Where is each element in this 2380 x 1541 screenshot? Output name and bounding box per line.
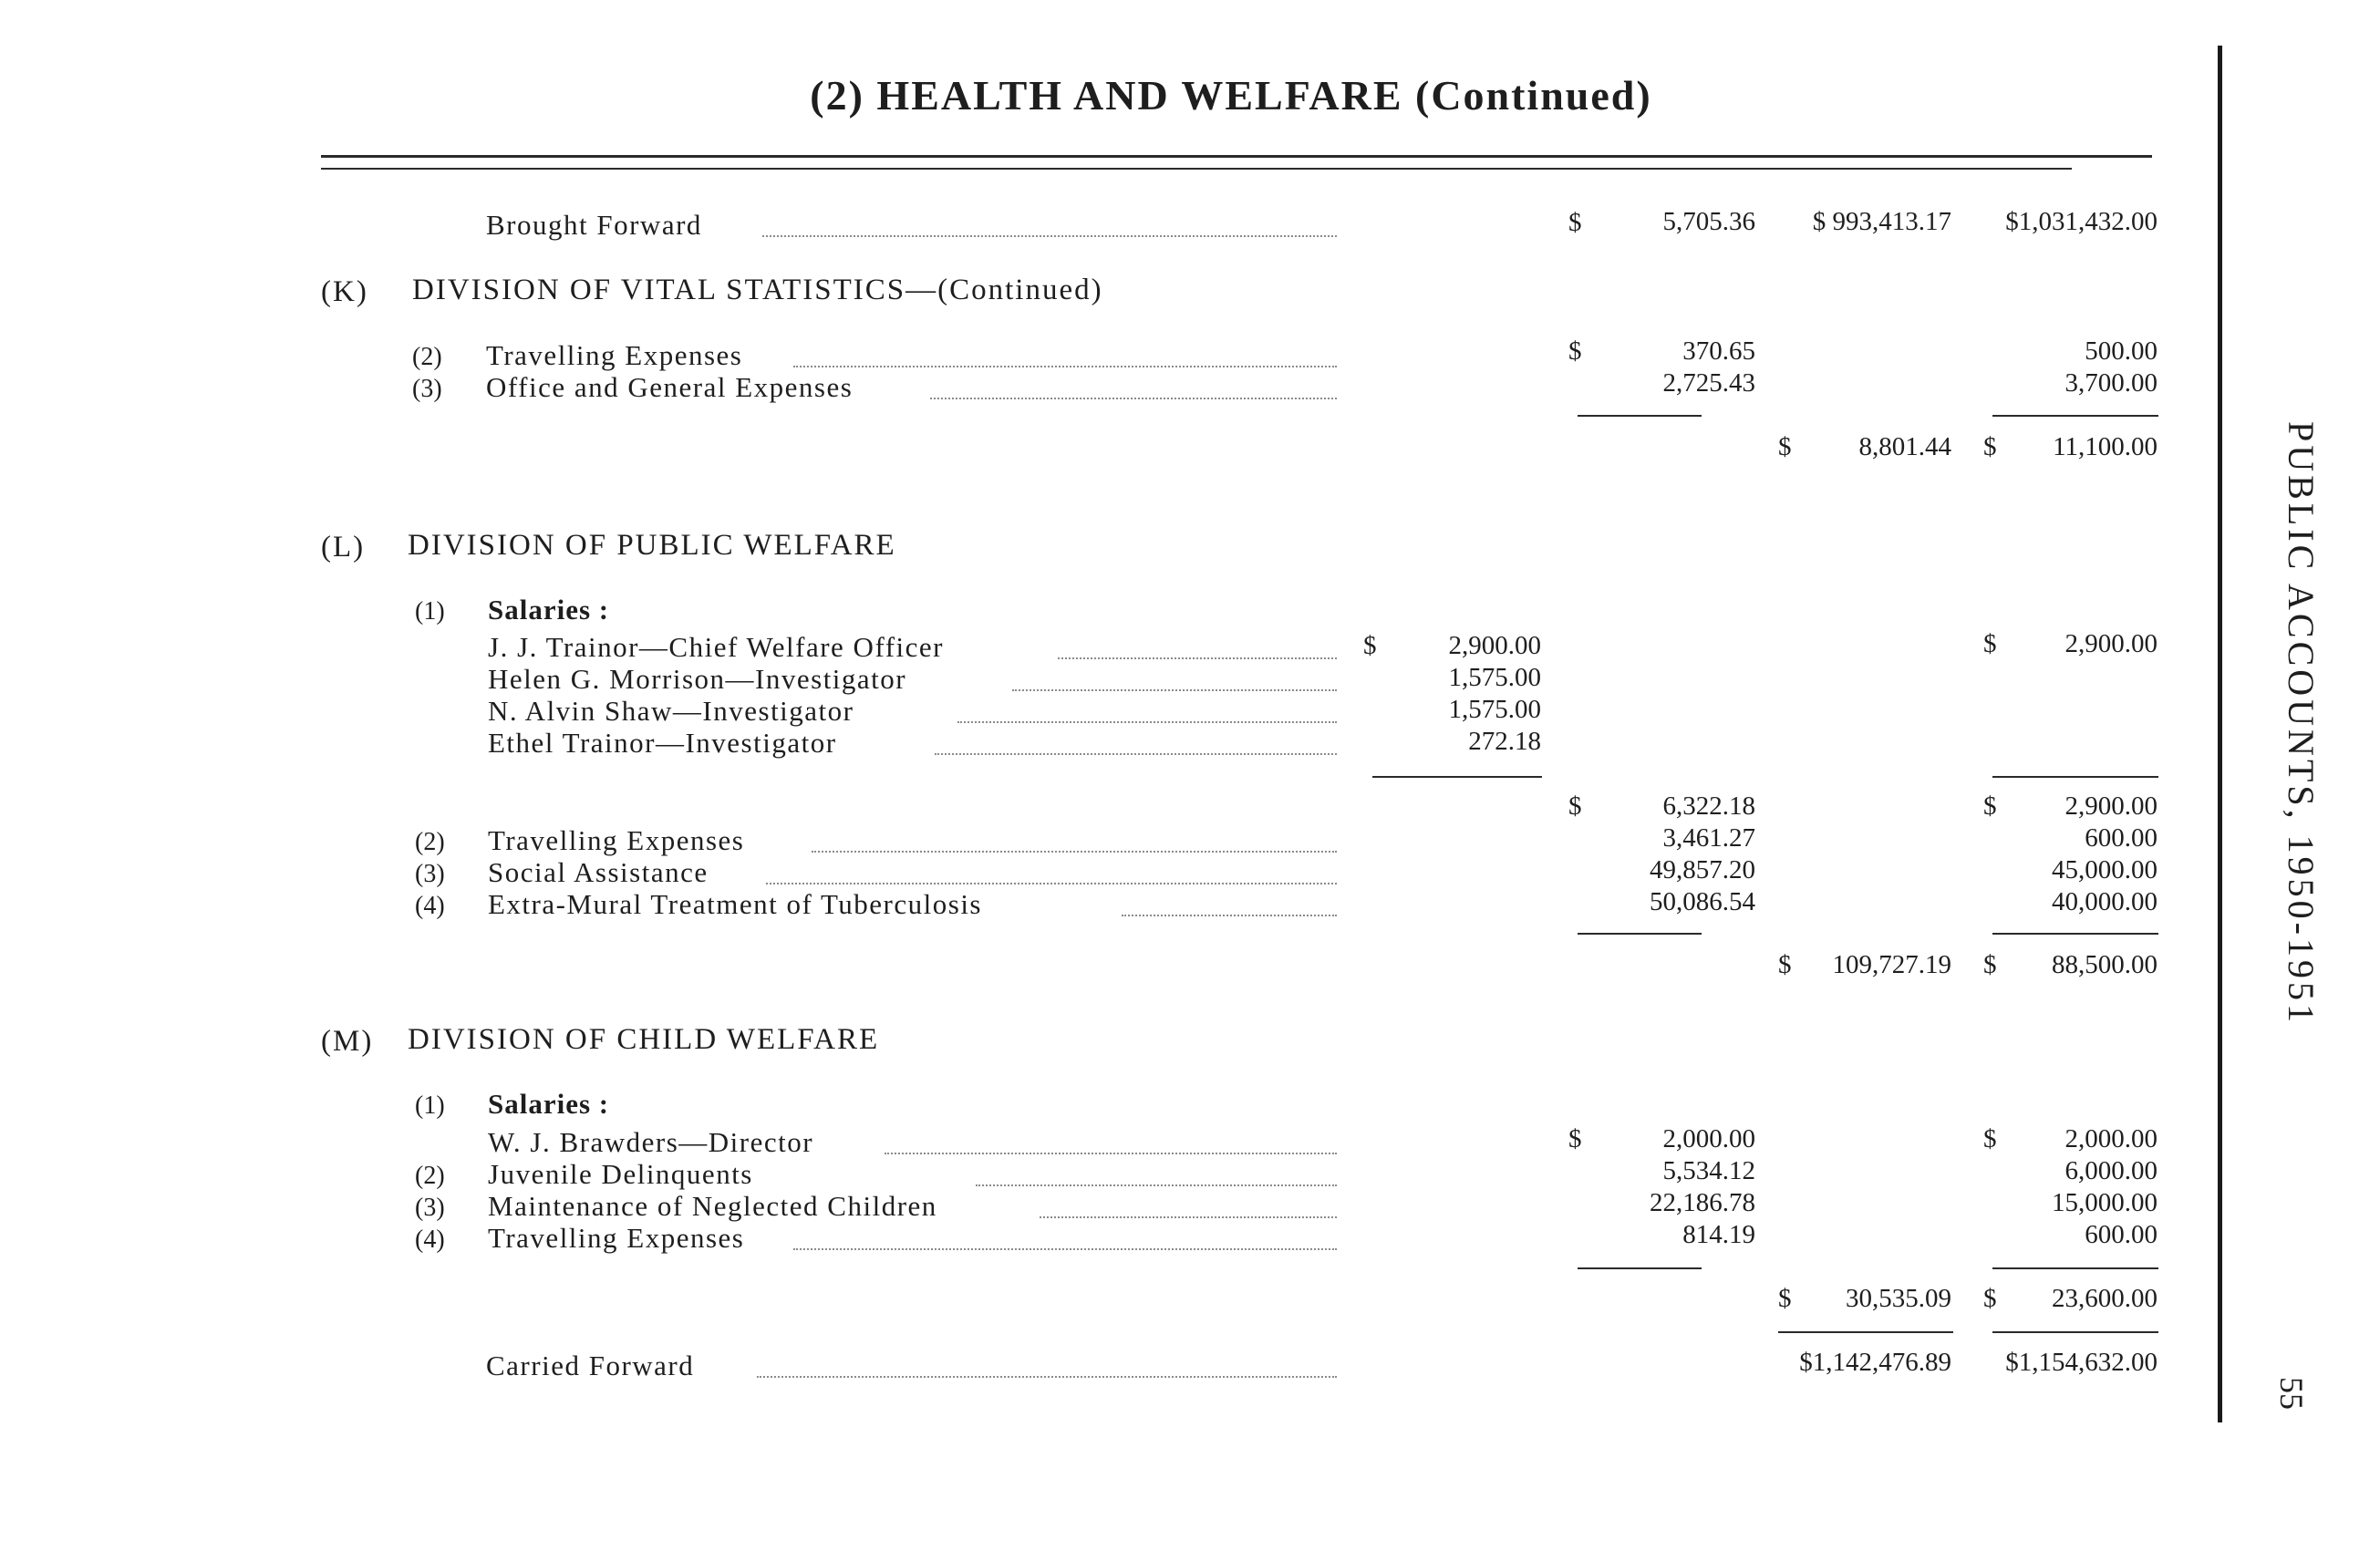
leader-dots [930,398,1337,399]
section-l-item-num: (4) [415,892,445,920]
section-l-title: DIVISION OF PUBLIC WELFARE [408,529,896,562]
salary-line-label: Ethel Trainor—Investigator [488,727,837,759]
salaries-total-col5: 2,900.00 [2064,791,2158,821]
header-rule-top [321,155,2152,158]
leader-dots [1058,657,1337,659]
dollar-sign: $ [1568,336,1582,366]
section-m-item-num: (2) [415,1162,445,1190]
section-k-item-col5: 500.00 [2085,336,2158,366]
subtotal-rule [1992,415,2158,417]
section-k-item-num: (2) [412,343,442,371]
salaries-num: (1) [415,597,445,626]
page-title: (2) HEALTH AND WELFARE (Continued) [810,72,1652,119]
salaries-num: (1) [415,1091,445,1120]
dollar-sign: $ [1983,629,1997,658]
subtotal-rule [1578,1267,1702,1269]
section-l-total-col5: 88,500.00 [2052,950,2158,979]
section-k-item-num: (3) [412,375,442,403]
section-l-item-col5: 40,000.00 [2052,887,2158,916]
section-m-item-col5: 15,000.00 [2052,1188,2158,1217]
section-m-item-col3: 814.19 [1682,1220,1755,1249]
leader-dots [793,1248,1337,1250]
salaries-total-col3: 6,322.18 [1662,791,1755,821]
section-l-total-col4: 109,727.19 [1832,950,1951,979]
section-l-letter: (L) [321,531,366,564]
dollar-sign: $ [1983,791,1997,821]
leader-dots [812,851,1337,853]
dollar-sign: $ [1568,1124,1582,1153]
brought-forward-col5: $1,031,432.00 [2005,207,2158,236]
dollar-sign: $ [1983,432,1997,461]
section-m-item-num: (3) [415,1194,445,1222]
leader-dots [757,1376,1337,1378]
leader-dots [762,235,1337,237]
leader-dots [976,1184,1337,1186]
carried-forward-col5: $1,154,632.00 [2005,1348,2158,1377]
section-l-item-col5: 45,000.00 [2052,855,2158,884]
salary-line-col5: 2,900.00 [2064,629,2158,658]
section-m-item-col3: 22,186.78 [1650,1188,1755,1217]
section-k-total-col4: 8,801.44 [1858,432,1951,461]
section-m-item-col5: 6,000.00 [2064,1156,2158,1185]
dollar-sign: $ [1778,950,1792,979]
section-k-letter: (K) [321,275,368,308]
salary-line-label: J. J. Trainor—Chief Welfare Officer [488,631,944,663]
section-l-item-col3: 3,461.27 [1662,823,1755,853]
carried-forward-col4: $1,142,476.89 [1799,1348,1951,1377]
dollar-sign: $ [1983,1124,1997,1153]
section-m-total-col4: 30,535.09 [1846,1284,1951,1313]
dollar-sign: $ [1778,1284,1792,1313]
page-number: 55 [2273,1377,2310,1410]
section-m-item-col5: 600.00 [2085,1220,2158,1249]
section-m-item-label: Maintenance of Neglected Children [488,1190,937,1222]
salary-line-col2: 1,575.00 [1448,695,1541,724]
subtotal-rule [1578,933,1702,935]
leader-dots [766,883,1337,884]
dollar-sign: $ [1363,631,1377,660]
section-l-item-col5: 600.00 [2085,823,2158,853]
subtotal-rule [1992,1267,2158,1269]
section-k-item-col3: 2,725.43 [1662,368,1755,398]
salary-line-col2: 272.18 [1468,727,1541,756]
section-l-item-label: Social Assistance [488,856,709,888]
section-l-item-num: (2) [415,828,445,856]
brought-forward-col3: 5,705.36 [1662,207,1755,236]
leader-dots [935,753,1337,755]
leader-dots [1122,915,1337,916]
section-m-item-label: Juvenile Delinquents [488,1158,753,1190]
section-m-letter: (M) [321,1025,374,1058]
salary-line-col2: 1,575.00 [1448,663,1541,692]
section-m-item-col3: 5,534.12 [1662,1156,1755,1185]
section-k-item-label: Office and General Expenses [486,371,854,403]
header-rule-bottom [321,168,2072,170]
section-m-item-label: Travelling Expenses [488,1222,745,1254]
subtotal-rule [1372,776,1542,778]
leader-dots [793,366,1337,367]
subtotal-rule [1578,415,1702,417]
section-l-item-num: (3) [415,860,445,888]
dollar-sign: $ [1778,432,1792,461]
salaries-heading: Salaries : [488,594,610,626]
section-k-item-col5: 3,700.00 [2064,368,2158,398]
dollar-sign: $ [1983,950,1997,979]
section-k-item-col3: 370.65 [1682,336,1755,366]
section-k-item-label: Travelling Expenses [486,339,743,371]
brought-forward-col4: $ 993,413.17 [1812,207,1951,236]
subtotal-rule [1992,933,2158,935]
section-l-item-label: Travelling Expenses [488,824,745,856]
section-m-item-col3: 2,000.00 [1662,1124,1755,1153]
leader-dots [885,1153,1337,1154]
section-m-title: DIVISION OF CHILD WELFARE [408,1023,880,1056]
salary-line-label: Helen G. Morrison—Investigator [488,663,907,695]
side-running-head: PUBLIC ACCOUNTS, 1950-1951 [2281,421,2322,1026]
carried-forward-label: Carried Forward [486,1350,695,1381]
subtotal-rule [1992,776,2158,778]
brought-forward-label: Brought Forward [486,209,702,241]
salary-line-col2: 2,900.00 [1448,631,1541,660]
margin-rule [2218,46,2222,1422]
salary-line-label: N. Alvin Shaw—Investigator [488,695,854,727]
total-rule [1992,1331,2158,1333]
section-l-item-col3: 49,857.20 [1650,855,1755,884]
section-k-title: DIVISION OF VITAL STATISTICS—(Continued) [412,274,1103,306]
total-rule [1778,1331,1953,1333]
section-m-total-col5: 23,600.00 [2052,1284,2158,1313]
section-m-item-col5: 2,000.00 [2064,1124,2158,1153]
leader-dots [957,721,1337,723]
dollar-sign: $ [1568,791,1582,821]
salaries-heading: Salaries : [488,1088,610,1120]
section-m-item-num: (4) [415,1226,445,1254]
leader-dots [1012,689,1337,691]
dollar-sign: $ [1568,208,1582,237]
dollar-sign: $ [1983,1284,1997,1313]
leader-dots [1040,1216,1337,1218]
section-l-item-col3: 50,086.54 [1650,887,1755,916]
section-m-item-label: W. J. Brawders—Director [488,1126,814,1158]
section-k-total-col5: 11,100.00 [2053,432,2158,461]
section-l-item-label: Extra-Mural Treatment of Tuberculosis [488,888,982,920]
